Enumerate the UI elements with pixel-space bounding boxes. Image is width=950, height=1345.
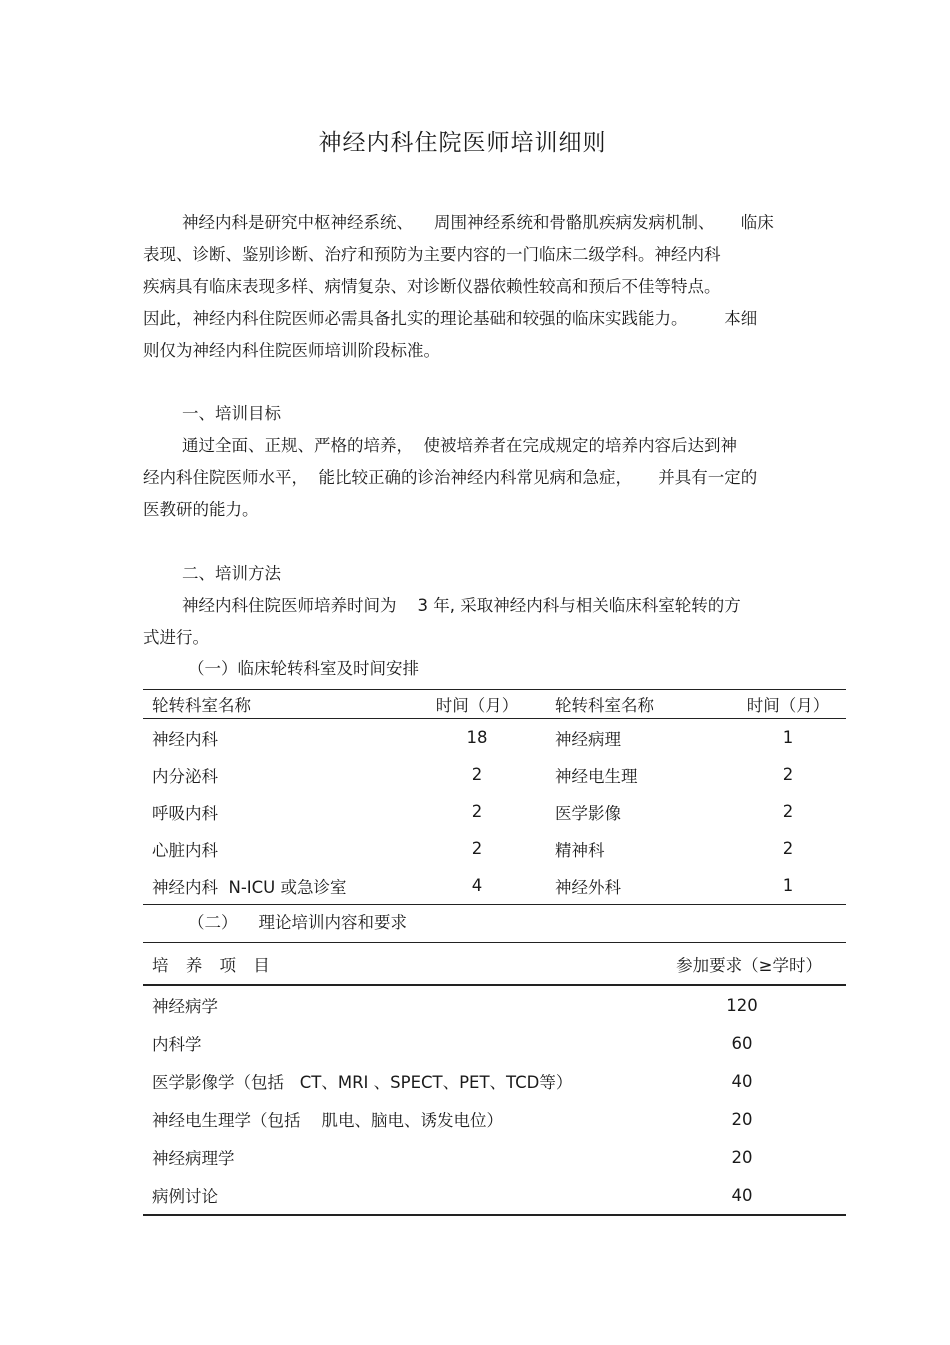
table-row (143, 1024, 846, 1062)
column-header: 轮转科室名称 (143, 690, 414, 719)
intro-line: 疾病具有临床表现多样、病情复杂、对诊断仪器依赖性较高和预后不佳等特点。 (143, 277, 721, 296)
table-row (143, 1100, 846, 1138)
method-line: 神经内科住院医师培养时间为 3 年, 采取神经内科与相关临床科室轮转的方 (182, 596, 741, 615)
table-cell: 4 (471, 876, 483, 895)
table-cell: 神经内科 N-ICU 或急诊室 (152, 877, 347, 897)
table-cell: 2 (782, 802, 794, 821)
table-cell: 40 (731, 1071, 753, 1091)
column-header: 参加要求（≥学时） (652, 943, 846, 986)
table-cell: 神经外科 (555, 877, 621, 897)
intro-line: 表现、诊断、鉴别诊断、治疗和预防为主要内容的一门临床二级学科。神经内科 (143, 245, 721, 264)
table-cell: 2 (471, 765, 483, 784)
table-cell: 神经电生理 (555, 766, 638, 786)
table-cell: 心脏内科 (152, 840, 218, 860)
intro-line: 则仅为神经内科住院医师培训阶段标准。 (143, 341, 440, 360)
table-cell: 呼吸内科 (152, 803, 218, 823)
table-cell: 1 (782, 728, 794, 747)
rotation-table (143, 689, 846, 905)
table-cell: 40 (731, 1185, 753, 1205)
table-cell: 精神科 (555, 840, 605, 860)
table-cell: 2 (782, 839, 794, 858)
method-line: 式进行。 (143, 628, 209, 647)
section-heading-goal: 一、培训目标 (182, 404, 281, 423)
table-cell: 120 (726, 995, 758, 1015)
table-cell: 1 (782, 876, 794, 895)
section-heading-method: 二、培训方法 (182, 564, 281, 583)
table-cell: 2 (471, 839, 483, 858)
table-row (143, 1176, 846, 1215)
table-row (143, 867, 846, 905)
table-cell: 神经病学 (152, 997, 218, 1016)
table-cell: 医学影像 (555, 803, 621, 823)
table-cell: 内科学 (152, 1035, 202, 1054)
column-header: 时间（月） (414, 690, 540, 719)
table-row (143, 1138, 846, 1176)
table-row (143, 719, 846, 757)
subheading-rotation: （一）临床轮转科室及时间安排 (188, 659, 419, 678)
goal-line: 医教研的能力。 (143, 500, 259, 519)
table-cell: 神经病理 (555, 729, 621, 749)
column-header: 轮转科室名称 (540, 690, 730, 719)
page-title: 神经内科住院医师培训细则 (318, 130, 607, 156)
table-cell: 神经病理学 (152, 1149, 235, 1168)
table-cell: 医学影像学（包括 CT、MRI 、SPECT、PET、TCD等） (152, 1073, 573, 1092)
table-row (143, 1062, 846, 1100)
table-cell: 18 (466, 728, 488, 747)
theory-table (143, 942, 846, 1216)
table-header-row (143, 943, 846, 986)
table-cell: 2 (782, 765, 794, 784)
table-row (143, 793, 846, 830)
table-header-row (143, 690, 846, 719)
table-cell: 60 (731, 1033, 753, 1053)
intro-line: 神经内科是研究中枢神经系统、 周围神经系统和骨骼肌疾病发病机制、 临床 (182, 213, 774, 232)
intro-line: 因此，神经内科住院医师必需具备扎实的理论基础和较强的临床实践能力。 本细 (143, 309, 758, 328)
table-cell: 神经电生理学（包括 肌电、脑电、诱发电位） (152, 1111, 503, 1130)
goal-line: 通过全面、正规、严格的培养， 使被培养者在完成规定的培养内容后达到神 (182, 436, 737, 455)
table-row (143, 756, 846, 793)
table-cell: 内分泌科 (152, 766, 218, 786)
table-row (143, 985, 846, 1024)
table-cell: 病例讨论 (152, 1187, 218, 1206)
goal-line: 经内科住院医师水平， 能比较正确的诊治神经内科常见病和急症， 并具有一定的 (143, 468, 758, 487)
table-cell: 2 (471, 802, 483, 821)
table-cell: 神经内科 (152, 729, 218, 749)
table-cell: 20 (731, 1109, 753, 1129)
column-header: 时间（月） (730, 690, 846, 719)
table-cell: 20 (731, 1147, 753, 1167)
table-row (143, 830, 846, 867)
subheading-theory: （二） 理论培训内容和要求 (188, 913, 407, 932)
column-header: 培 养 项 目 (143, 943, 652, 986)
